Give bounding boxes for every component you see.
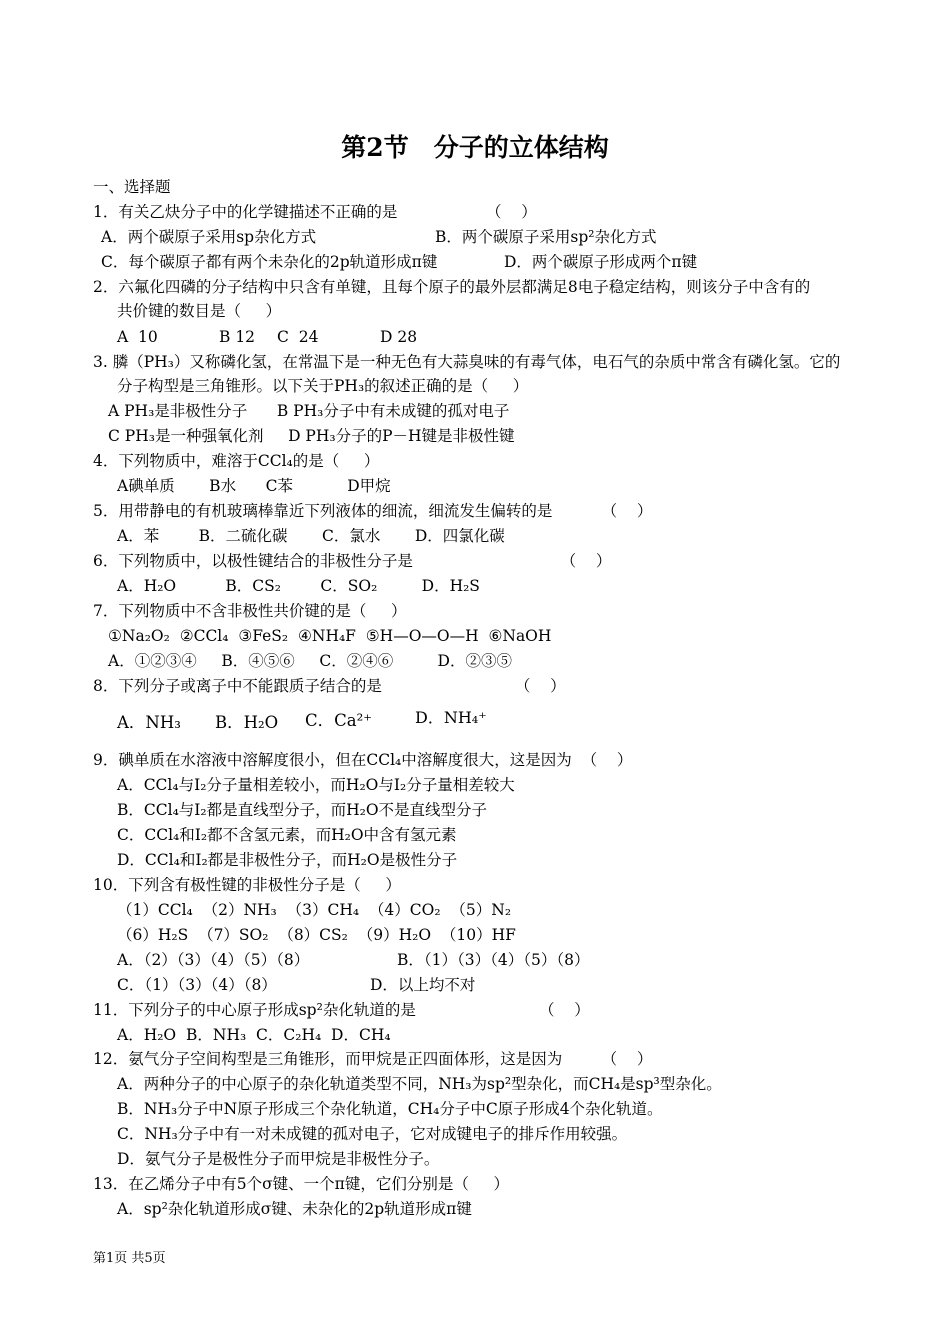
options-7: A．①②③④ B．④⑤⑥ C．②④⑥ D．②③⑤: [108, 652, 512, 670]
options-11: A．H₂O B．NH₃ C．C₂H₄ D．CH₄: [117, 1026, 391, 1044]
option-1a: A．两个碳原子采用sp杂化方式: [101, 228, 317, 246]
question-3-cont: 分子构型是三角锥形。以下关于PH₃的叙述正确的是（ ）: [117, 377, 529, 395]
option-10b: B．（1）（3）（4）（5）（8）: [397, 951, 590, 969]
question-2-cont: 共价键的数目是（ ）: [117, 302, 282, 320]
option-13a: A．sp²杂化轨道形成σ键、未杂化的2p轨道形成π键: [117, 1200, 472, 1218]
option-8d: D．NH₄⁺: [415, 708, 487, 727]
question-4: 4．下列物质中，难溶于CCl₄的是（ ）: [93, 452, 380, 470]
option-2a: A 10: [117, 328, 158, 346]
question-2: 2．六氟化四磷的分子结构中只含有单键，且每个原子的最外层都满足8电子稳定结构，则该分子中含有的: [93, 278, 811, 296]
question-7-items: ①Na₂O₂ ②CCl₄ ③FeS₂ ④NH₄F ⑤H—O—O—H ⑥NaOH: [108, 627, 552, 645]
option-9b: B．CCl₄与I₂都是直线型分子，而H₂O不是直线型分子: [117, 801, 488, 819]
question-5: 5．用带静电的有机玻璃棒靠近下列液体的细流，细流发生偏转的是 （ ）: [93, 502, 653, 520]
question-3: 3. 膦（PH₃）又称磷化氢，在常温下是一种无色有大蒜臭味的有毒气体，电石气的杂质中常含有磷化氢。它的: [93, 353, 841, 371]
page-footer: 第1页 共5页: [93, 1251, 166, 1266]
option-2c: C 24: [277, 328, 319, 346]
option-10d: D．以上均不对: [370, 976, 476, 994]
question-11: 11．下列分子的中心原子形成sp²杂化轨道的是 （ ）: [93, 1001, 590, 1019]
question-12: 12．氨气分子空间构型是三角锥形，而甲烷是正四面体形，这是因为 （ ）: [93, 1050, 653, 1068]
option-3ab: A PH₃是非极性分子 B PH₃分子中有未成键的孤对电子: [108, 402, 510, 420]
question-1: 1．有关乙炔分子中的化学键描述不正确的是 （ ）: [93, 203, 537, 221]
option-10a: A．（2）（3）（4）（5）（8）: [117, 951, 310, 969]
question-10-items-1: （1）CCl₄ （2）NH₃ （3）CH₄ （4）CO₂ （5）N₂: [117, 901, 512, 919]
question-10-items-2: （6）H₂S （7）SO₂ （8）CS₂ （9）H₂O （10）HF: [117, 926, 516, 944]
option-8b: B．H₂O: [215, 713, 279, 732]
question-7: 7．下列物质中不含非极性共价键的是（ ）: [93, 602, 407, 620]
option-9c: C．CCl₄和I₂都不含氢元素，而H₂O中含有氢元素: [117, 826, 457, 844]
page-title: 第2节 分子的立体结构: [341, 133, 609, 162]
option-1d: D．两个碳原子形成两个π键: [504, 253, 698, 271]
option-3cd: C PH₃是一种强氧化剂 D PH₃分子的P－H键是非极性键: [108, 427, 515, 445]
option-9a: A．CCl₄与I₂分子量相差较小，而H₂O与I₂分子量相差较大: [117, 776, 515, 794]
options-5: A．苯 B．二硫化碳 C．氯水 D．四氯化碳: [117, 527, 505, 545]
question-8: 8．下列分子或离子中不能跟质子结合的是 （ ）: [93, 677, 566, 695]
option-12d: D．氨气分子是极性分子而甲烷是非极性分子。: [117, 1150, 440, 1168]
option-12b: B．NH₃分子中N原子形成三个杂化轨道，CH₄分子中C原子形成4个杂化轨道。: [117, 1100, 663, 1118]
option-2d: D 28: [380, 328, 418, 346]
option-2b: B 12: [219, 328, 256, 346]
section-heading: 一、选择题: [93, 178, 171, 196]
option-9d: D．CCl₄和I₂都是非极性分子，而H₂O是极性分子: [117, 851, 458, 869]
option-8c: C．Ca²⁺: [305, 711, 372, 730]
question-9: 9．碘单质在水溶液中溶解度很小，但在CCl₄中溶解度很大，这是因为 （ ）: [93, 751, 633, 769]
option-1b: B．两个碳原子采用sp²杂化方式: [435, 228, 657, 246]
question-6: 6．下列物质中，以极性键结合的非极性分子是 （ ）: [93, 552, 612, 570]
option-8a: A．NH₃: [117, 713, 181, 732]
option-12a: A．两种分子的中心原子的杂化轨道类型不同，NH₃为sp²型杂化，而CH₄是sp³型杂化。: [117, 1075, 722, 1093]
options-4: A碘单质 B水 C苯 D甲烷: [117, 477, 391, 495]
options-6: A．H₂O B．CS₂ C．SO₂ D．H₂S: [117, 577, 480, 595]
option-1c: C．每个碳原子都有两个未杂化的2p轨道形成π键: [101, 253, 438, 271]
question-13: 13．在乙烯分子中有5个σ键、一个π键，它们分别是（ ）: [93, 1175, 509, 1193]
option-12c: C．NH₃分子中有一对未成键的孤对电子，它对成键电子的排斥作用较强。: [117, 1125, 628, 1143]
question-10: 10．下列含有极性键的非极性分子是（ ）: [93, 876, 401, 894]
option-10c: C．（1）（3）（4）（8）: [117, 976, 277, 994]
